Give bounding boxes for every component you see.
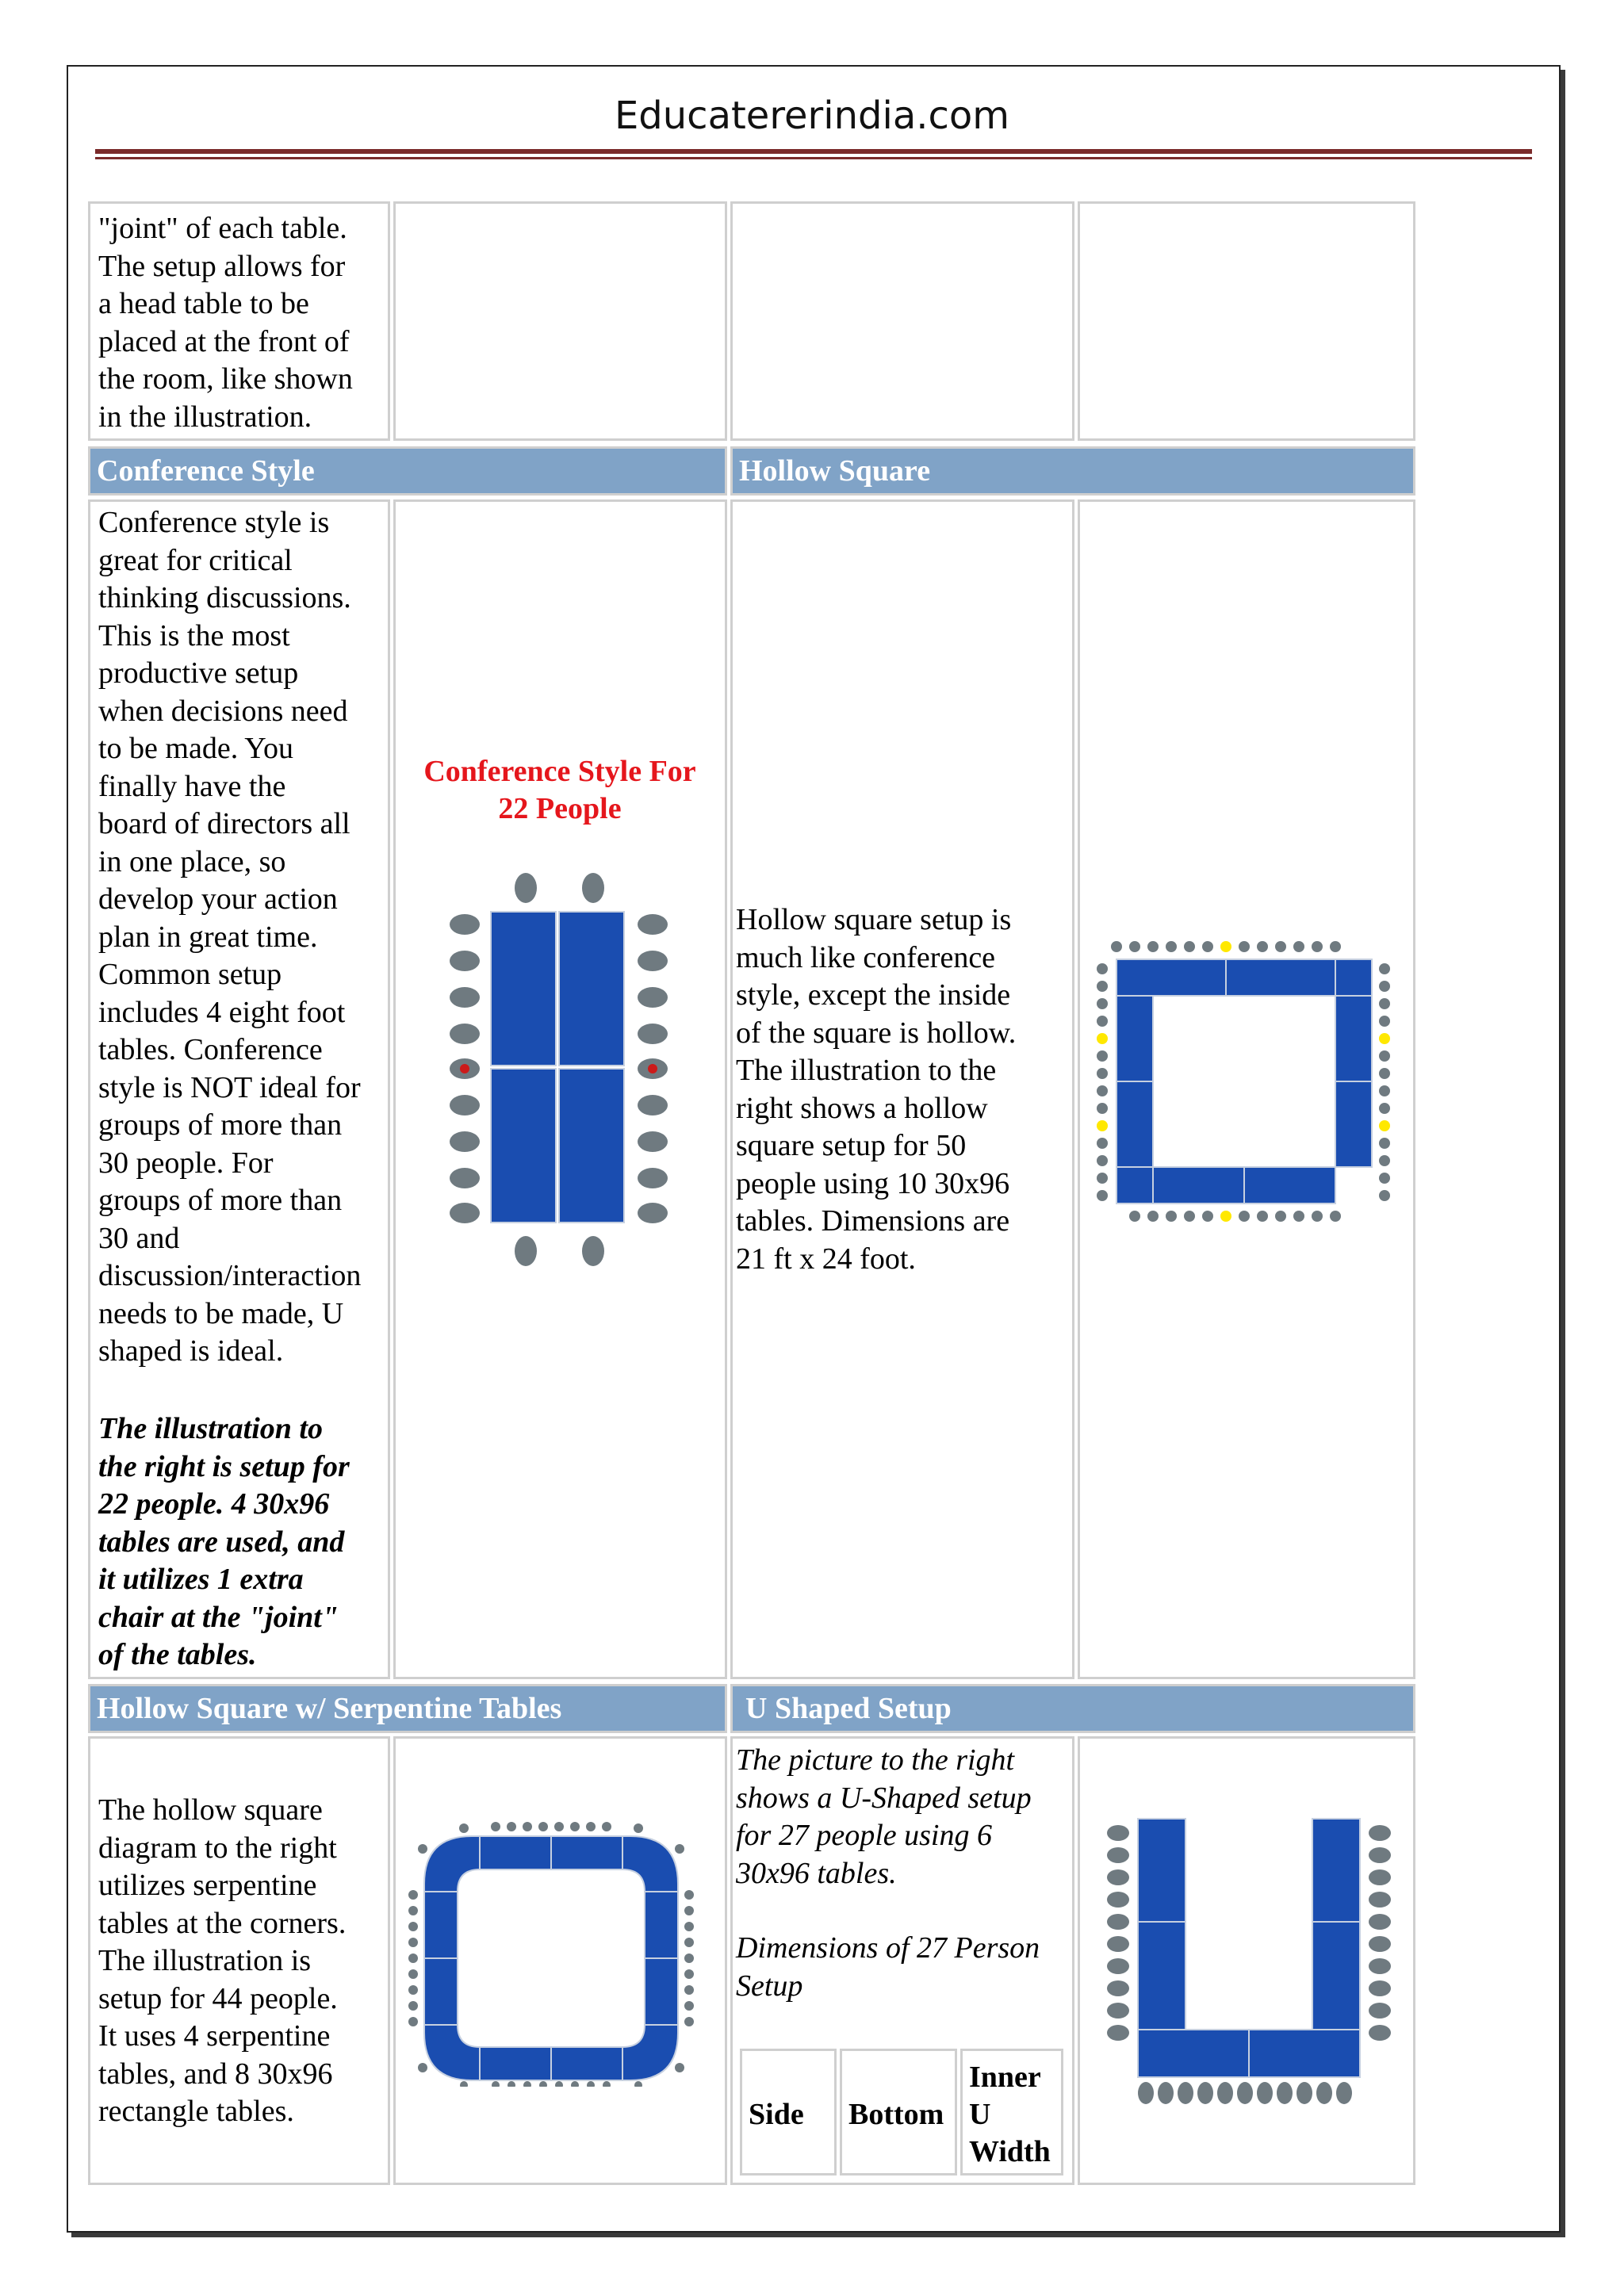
hollow-square-diagram xyxy=(1093,937,1394,1238)
serpentine-frame xyxy=(424,1836,678,2080)
conference-description: Conference style is great for critical thinking discussions. This is the most productive setup when decisions need to be made. You finally have the board of directors all in one place, so develop your action plan in great time. Common setup includes 4 eight foot tables. Conference style is NOT ideal for groups of more than 30 people. For groups of more than 30 and discussion/interaction needs to be made, U shaped is ideal. xyxy=(98,506,362,1368)
u-shaped-header: U Shaped Setup xyxy=(730,1684,1415,1733)
top-chairs xyxy=(1111,941,1341,952)
dim-header-inner-u-width: Inner U Width xyxy=(960,2049,1063,2175)
table-rect xyxy=(1116,1081,1153,1167)
row1-empty-cell-3 xyxy=(1078,201,1415,441)
right-chairs xyxy=(684,1890,694,2026)
conference-style-diagram xyxy=(440,864,678,1276)
dim-header-side: Side xyxy=(740,2049,837,2175)
table-rect xyxy=(1153,1167,1244,1203)
hollow-square-header: Hollow Square xyxy=(730,446,1415,496)
conference-note: The illustration to the right is setup for 22 people. 4 30x96 tables are used, and it utilizes 1 extra chair at the "joint" of the tables. xyxy=(98,1412,350,1671)
chair-icon xyxy=(582,873,604,903)
u-shaped-dimensions-title: Dimensions of 27 Person Setup xyxy=(736,1931,1040,2003)
table-rect xyxy=(559,1069,624,1223)
table-rect xyxy=(1335,959,1372,996)
row1-empty-cell-1 xyxy=(393,201,727,441)
table-rect xyxy=(1138,2030,1249,2077)
u-shaped-description: The picture to the right shows a U-Shaped setup for 27 people using 6 30x96 tables. xyxy=(736,1743,1032,1890)
table-rect xyxy=(1116,959,1226,996)
joint-chair-marker xyxy=(648,1064,657,1073)
table-rect xyxy=(1335,1081,1372,1167)
table-rect xyxy=(1116,996,1153,1081)
hollow-square-description: Hollow square setup is much like conference style, except the inside of the square is hollow. The illustration to the right shows a hollow square setup for 50 people using 10 30x96 tables. Dimensions are 21 ft x 24 foot. xyxy=(736,903,1017,1276)
table-rect xyxy=(1244,1167,1335,1203)
bottom-chairs xyxy=(1129,1211,1341,1222)
left-chairs xyxy=(1097,963,1108,1201)
table-rect xyxy=(491,912,556,1066)
table-rect xyxy=(1249,2030,1360,2077)
table-rect xyxy=(1138,1819,1185,1922)
bottom-chairs xyxy=(460,2081,642,2087)
serpentine-description: The hollow square diagram to the right utilizes serpentine tables at the corners. The illustration is setup for 44 people. It uses 4 serpentine tables, and 8 30x96 rectangle tables. xyxy=(98,1793,347,2128)
bottom-chairs xyxy=(1138,2082,1352,2104)
conference-style-header: Conference Style xyxy=(88,446,727,496)
table-rect xyxy=(559,912,624,1066)
header-rule xyxy=(95,149,1532,154)
left-chairs xyxy=(1107,1825,1129,2041)
row1-empty-cell-2 xyxy=(730,201,1074,441)
table-rect xyxy=(1226,959,1335,996)
chair-icon xyxy=(515,873,537,903)
table-rect xyxy=(1116,1167,1153,1203)
table-rect xyxy=(1312,1922,1360,2030)
right-chairs xyxy=(1369,1825,1391,2041)
serpentine-hollow-square-diagram xyxy=(408,1817,710,2087)
u-shaped-diagram xyxy=(1098,1816,1400,2109)
serpentine-header: Hollow Square w/ Serpentine Tables xyxy=(88,1684,727,1733)
conference-diagram-title: Conference Style For 22 People xyxy=(423,755,696,825)
table-rect xyxy=(1335,996,1372,1081)
row1-text: "joint" of each table. The setup allows for a head table to be placed at the front of the room, like shown in the illustration. xyxy=(98,212,353,434)
joint-chair-marker xyxy=(460,1064,469,1073)
chair-icon xyxy=(582,1236,604,1266)
chair-icon xyxy=(515,1236,537,1266)
table-rect xyxy=(1138,1922,1185,2030)
table-rect xyxy=(1312,1819,1360,1922)
header-rule-thin xyxy=(95,157,1532,159)
top-chairs xyxy=(459,1822,643,1833)
table-rect xyxy=(491,1069,556,1223)
site-title: Educatererindia.com xyxy=(614,94,1010,138)
right-chairs xyxy=(1379,963,1390,1201)
left-chairs xyxy=(408,1890,418,2026)
dim-header-bottom: Bottom xyxy=(840,2049,957,2175)
